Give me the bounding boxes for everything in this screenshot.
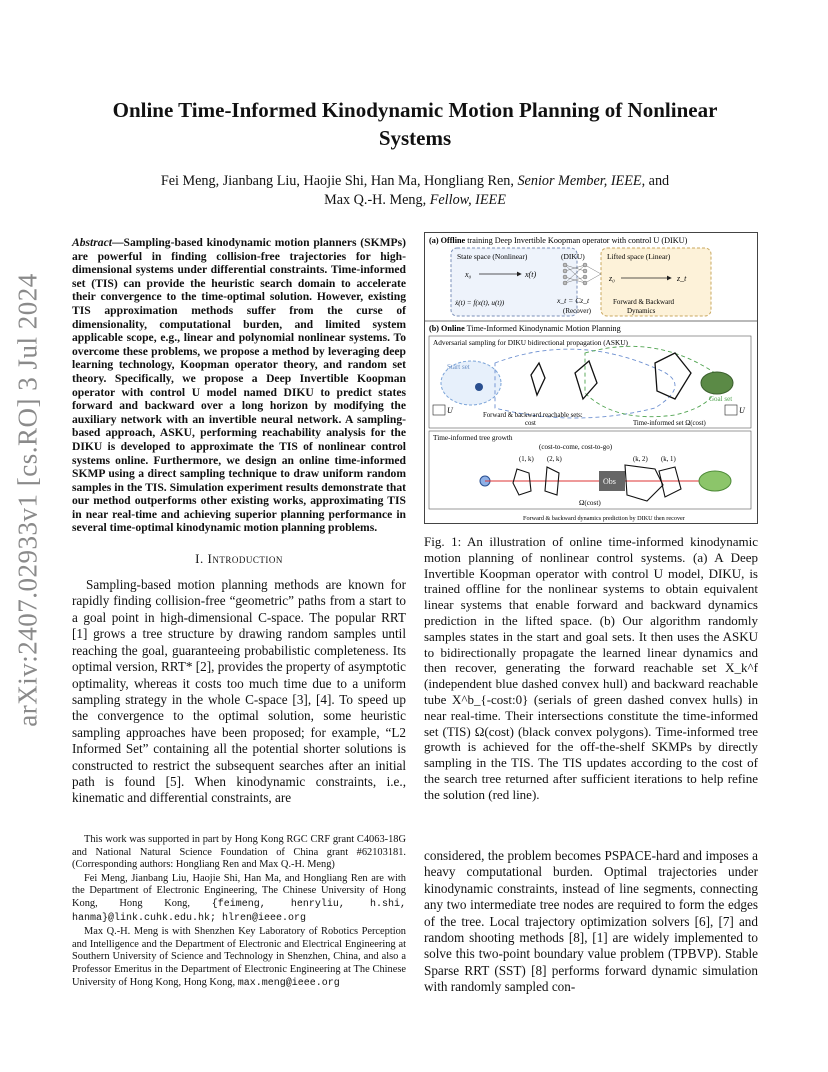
caption-label: Fig. 1: [424,534,462,549]
dynamics-equation: ẋ(t) = f(x(t), u(t)) [455,299,505,307]
tis-label: Time-informed set Ω(cost) [633,420,706,427]
diku-label: (DIKU) [561,252,585,261]
recover-equation: x_t = Cz_t [557,296,590,305]
start-set-label: Start set [447,363,470,371]
panel-a-title-rest: training Deep Invertible Koopman operator with control U (DIKU) [465,236,688,245]
intro-heading: I. Introduction [195,551,283,567]
intro-paragraph-1: Sampling-based motion planning methods are known for rapidly finding collision-free “geometric” paths from a start to a goal point in high-dimensional C-space. The popular RRT [1] grows a tree structure by drawing random samples until reaching the goal, guaranteeing probabilistic completeness. Its optimal version, RRT* [2], provides the property of asymptotic optimality, whereas it costs too much time due to a uniform sampling strategy in the whole C-space [3], [4]. To speed up the convergence to the optimal solution, some heuristic sampling approaches have been proposed; for example, “L2 Informed Set” containing all the potential shorter solutions is constructed to restrict the subsequent searches after an initial path is found [5]. When kinodynamic constraints, i.e., kinematic and differential constraints, are [72,577,406,806]
cost-pair-label: (cost-to-come, cost-to-go) [539,443,613,451]
legend-label: Forward & backward dynamics prediction by DIKU then recover [523,515,685,522]
panel-a-title [429,236,688,245]
u-label-left: U [447,406,453,415]
authors-line-2: Max Q.-H. Meng, [324,192,427,208]
state-space-label: State space (Nonlinear) [457,252,528,261]
left-column [72,236,406,807]
zt-label: z_t [677,274,687,283]
panel-b-title-rest: Time-Informed Kinodynamic Motion Planning [464,324,621,333]
abstract-text: Sampling-based kinodynamic motion planners (SKMPs) are powerful in finding collision-free trajectories for high-dimensional systems under differential constraints. Time-informed set (TIS) can provide the heuristic search domain to accelerate their convergence to the time-optimal solution. However, existing TIS approximation methods suffer from the curse of dimensionality, computational burden, and limited system applicable scope, e.g., linear and polynomial nonlinear systems. To overcome these problems, we propose a method by leveraging deep learning technology, Koopman operator theory, and random set theory. Specifically, we propose a Deep Invertible Koopman operator with control U model named DIKU to predict states forward and backward over a long horizon by modifying the auxiliary network with an invertible neural network. A sampling-based approach, ASKU, performing reachability analysis for the DIKU is developed to approximate the TIS of nonlinear control systems online. Furthermore, we design an online time-informed SKMP using a direct sampling technique to draw uniform random samples in the TIS. Simulation experiment results demonstrate that our method outperforms other existing works, approximating TIS in near real-time and achieving superior planning performance in several time-optimal kinodynamic motion planning problems. [72,236,406,535]
figure-1-caption [424,534,758,803]
arxiv-watermark [8,273,48,727]
arxiv-id[interactable]: arXiv:2407.02933v1 [cs.RO] 3 Jul 2024 [12,273,43,727]
footnote-affiliation-2 [72,926,406,990]
caption-text: An illustration of online time-informed kinodynamic motion planning of nonlinear control systems. (a) A Deep Invertible Koopman operator with control U model, DIKU, is trained offline for the nonlinear systems to obtain equivalent linear systems that enable forward and backward dynamics prediction in the lifted space. (b) Our algorithm randomly samples states in the start and goal sets. It then uses the ASKU to bidirectionally propagate the learned linear dynamics and then recover, generating the forward reachable set X_k^f (independent blue dashed convex hull) and backward reachable tube X^b_{-cost:0} (serials of green dashed convex hulls) in near real-time. Their intersections constitute the time-informed set (TIS) Ω(cost) (black convex polygons). Time-informed tree growth is achieved for the off-the-shelf SKMPs by directly sampling in the TIS. The TIS updates according to the cost of the search tree returned after sufficient iterations to help refine the solution (red line). [424,534,758,802]
node-4-label: (k, 1) [661,456,676,463]
panel-b-title [429,324,621,333]
goal-set-label: Goal set [709,395,733,403]
recover-label: (Recover) [563,307,591,315]
right-body-text [424,848,758,996]
paper-title: Online Time-Informed Kinodynamic Motion Planning of Nonlinear Systems [112,98,718,150]
cost-label: cost [525,420,536,427]
start-node [475,383,483,391]
u-box-right [725,405,737,415]
u-label-right: U [739,406,745,415]
authors-line-1: Fei Meng, Jianbang Liu, Haojie Shi, Han Ma, Hongliang Ren, [160,173,514,189]
footnote-affiliation-1-text: Fei Meng, Jianbang Liu, Haojie Shi, Han Ma, and Hongliang Ren are with the Department of Electronic Engineering, The Chinese University of Hong Kong, Hong Kong, [72,872,406,909]
authors-and: , and [641,173,670,189]
intro-paragraph-2: considered, the problem becomes PSPACE-hard and imposes a heavy computational burden. Optimal trajectories under kinodynamic constraints, instead of line segments, connecting any two intermediate tree nodes are required to form the edges of the tree. Local trajectory optimization solvers [6], [7] and random shooting methods [8], [1] are widely implemented to solve this two-point boundary value problem (TPBVP). Stable Sparse RRT (SST) [8] performs forward dynamic simulation with randomly sampled con- [424,848,758,995]
footnotes [72,834,406,991]
author-role-2: Fellow, IEEE [429,192,506,208]
figure-1-diagram [425,233,757,523]
node-3-label: (k, 2) [633,456,648,463]
omega-cost-label: Ω(cost) [579,499,601,507]
fb-dynamics-2: Dynamics [627,307,656,315]
figure-1 [424,232,758,524]
panel-a-title-bold: (a) Offline [429,236,466,245]
asku-label: Adversarial sampling for DIKU bidirectional propagation (ASKU) [433,338,628,347]
goal-set-region [701,372,733,394]
section-heading-introduction [72,551,406,567]
panel-b-title-bold: (b) Online [429,324,465,333]
fb-dynamics-1: Forward & Backward [613,298,675,306]
node-2-label: (2, k) [547,456,562,463]
node-1-label: (1, k) [519,456,534,463]
footnote-affiliation-1 [72,873,406,925]
tree-growth-label: Time-informed tree growth [433,433,513,442]
footnote-email-meng[interactable]: max.meng@ieee.org [237,977,340,989]
author-list [90,172,740,210]
tree-goal-region [699,471,731,491]
z0-label: z₀ [609,274,615,283]
x0-label: x₀ [465,270,472,279]
abstract [72,236,406,535]
author-role-1: Senior Member, IEEE [517,173,642,189]
lifted-space-label: Lifted space (Linear) [607,252,671,261]
reachable-sets-label: Forward & backward reachable sets: [483,412,583,419]
abstract-label: Abstract [72,236,112,249]
footnote-emails[interactable]: {feimeng, henryliu, h.shi, hanma}@link.cuhk.edu.hk; hlren@ieee.org [72,898,406,924]
right-column [424,232,758,803]
abstract-dash: — [111,236,124,249]
footnote-funding: This work was supported in part by Hong Kong RGC CRF grant C4063-18G and National Natural Science Foundation of China grant #62103181. (Corresponding authors: Hongliang Ren and Max Q.-H. Meng) [72,834,406,871]
u-box-left [433,405,445,415]
obstacle-label: Obs [603,477,616,486]
footnote-affiliation-2-text: Max Q.-H. Meng is with Shenzhen Key Laboratory of Robotics Perception and Intelligence and the Department of Electronic and Electrical Engineering at Southern University of Science and Technology in Shenzhen, China, and also a Professor Emeritus in the Department of Electronic Engineering at The Chinese University of Hong Kong, Hong Kong, [72,926,406,988]
xt-label: x(t) [525,270,537,279]
